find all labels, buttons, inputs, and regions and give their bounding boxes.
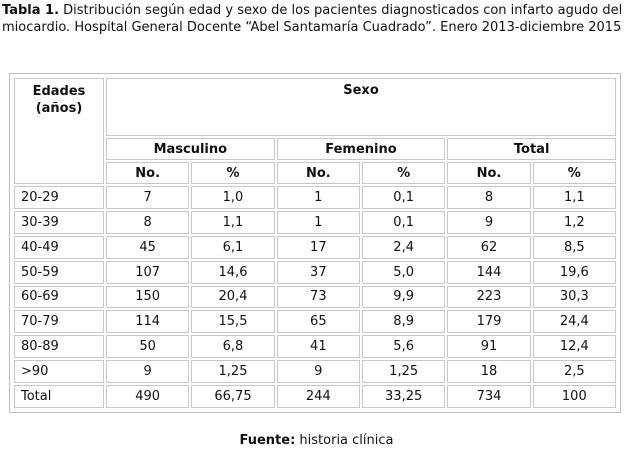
value-cell: 9 <box>447 211 530 234</box>
value-cell: 17 <box>277 236 360 259</box>
table-row <box>14 335 616 358</box>
value-cell: 6,1 <box>191 236 274 259</box>
table-row <box>14 360 616 383</box>
table-row <box>14 186 616 209</box>
caption-label: Tabla 1. <box>2 3 60 18</box>
table-container <box>9 73 621 413</box>
value-cell: 30,3 <box>533 286 616 309</box>
table-caption <box>2 2 630 36</box>
value-cell: 6,8 <box>191 335 274 358</box>
subheader-cell: No. <box>106 162 189 184</box>
value-cell: 244 <box>277 385 360 408</box>
value-cell: 62 <box>447 236 530 259</box>
table-row <box>14 286 616 309</box>
value-cell: 734 <box>447 385 530 408</box>
age-cell: 70-79 <box>14 310 104 333</box>
value-cell: 65 <box>277 310 360 333</box>
value-cell: 1 <box>277 211 360 234</box>
value-cell: 8,9 <box>362 310 445 333</box>
value-cell: 15,5 <box>191 310 274 333</box>
table-row <box>14 236 616 259</box>
value-cell: 18 <box>447 360 530 383</box>
data-table <box>12 76 618 410</box>
value-cell: 20,4 <box>191 286 274 309</box>
value-cell: 9 <box>277 360 360 383</box>
value-cell: 24,4 <box>533 310 616 333</box>
value-cell: 5,6 <box>362 335 445 358</box>
subheader-cell: % <box>191 162 274 184</box>
header-age-line1: Edades <box>32 84 86 99</box>
table-row <box>14 385 616 408</box>
subheader-cell: No. <box>447 162 530 184</box>
value-cell: 37 <box>277 261 360 284</box>
value-cell: 1 <box>277 186 360 209</box>
value-cell: 50 <box>106 335 189 358</box>
value-cell: 0,1 <box>362 211 445 234</box>
value-cell: 490 <box>106 385 189 408</box>
value-cell: 0,1 <box>362 186 445 209</box>
value-cell: 1,2 <box>533 211 616 234</box>
table-row <box>14 310 616 333</box>
value-cell: 5,0 <box>362 261 445 284</box>
age-cell: 40-49 <box>14 236 104 259</box>
table-row <box>14 211 616 234</box>
value-cell: 91 <box>447 335 530 358</box>
header-group-total: Total <box>447 138 616 160</box>
age-cell: >90 <box>14 360 104 383</box>
value-cell: 66,75 <box>191 385 274 408</box>
header-group-masculino: Masculino <box>106 138 275 160</box>
value-cell: 150 <box>106 286 189 309</box>
age-cell: 20-29 <box>14 186 104 209</box>
value-cell: 100 <box>533 385 616 408</box>
value-cell: 1,0 <box>191 186 274 209</box>
header-age-line2: (años) <box>35 101 83 116</box>
subheader-cell: No. <box>277 162 360 184</box>
value-cell: 19,6 <box>533 261 616 284</box>
source-text: historia clínica <box>295 433 394 448</box>
value-cell: 8 <box>106 211 189 234</box>
source-label: Fuente: <box>239 433 296 448</box>
header-sex: Sexo <box>106 78 616 136</box>
age-cell: Total <box>14 385 104 408</box>
value-cell: 179 <box>447 310 530 333</box>
table-source <box>0 433 633 448</box>
header-age <box>14 78 104 184</box>
value-cell: 12,4 <box>533 335 616 358</box>
table-row <box>14 261 616 284</box>
value-cell: 9 <box>106 360 189 383</box>
subheader-cell: % <box>362 162 445 184</box>
value-cell: 7 <box>106 186 189 209</box>
age-cell: 30-39 <box>14 211 104 234</box>
value-cell: 33,25 <box>362 385 445 408</box>
value-cell: 1,1 <box>191 211 274 234</box>
value-cell: 8,5 <box>533 236 616 259</box>
age-cell: 60-69 <box>14 286 104 309</box>
value-cell: 144 <box>447 261 530 284</box>
value-cell: 41 <box>277 335 360 358</box>
value-cell: 2,5 <box>533 360 616 383</box>
age-cell: 50-59 <box>14 261 104 284</box>
caption-text: Distribución según edad y sexo de los pacientes diagnosticados con infarto agudo del miocardio. Hospital General Docente “Abel Santamaría Cuadrado”. Enero 2013-diciembre 2015 <box>2 3 623 35</box>
value-cell: 1,1 <box>533 186 616 209</box>
value-cell: 114 <box>106 310 189 333</box>
value-cell: 73 <box>277 286 360 309</box>
value-cell: 45 <box>106 236 189 259</box>
subheader-cell: % <box>533 162 616 184</box>
header-group-femenino: Femenino <box>277 138 446 160</box>
value-cell: 14,6 <box>191 261 274 284</box>
value-cell: 8 <box>447 186 530 209</box>
age-cell: 80-89 <box>14 335 104 358</box>
value-cell: 107 <box>106 261 189 284</box>
value-cell: 9,9 <box>362 286 445 309</box>
table-body <box>14 186 616 408</box>
value-cell: 2,4 <box>362 236 445 259</box>
value-cell: 223 <box>447 286 530 309</box>
value-cell: 1,25 <box>362 360 445 383</box>
value-cell: 1,25 <box>191 360 274 383</box>
